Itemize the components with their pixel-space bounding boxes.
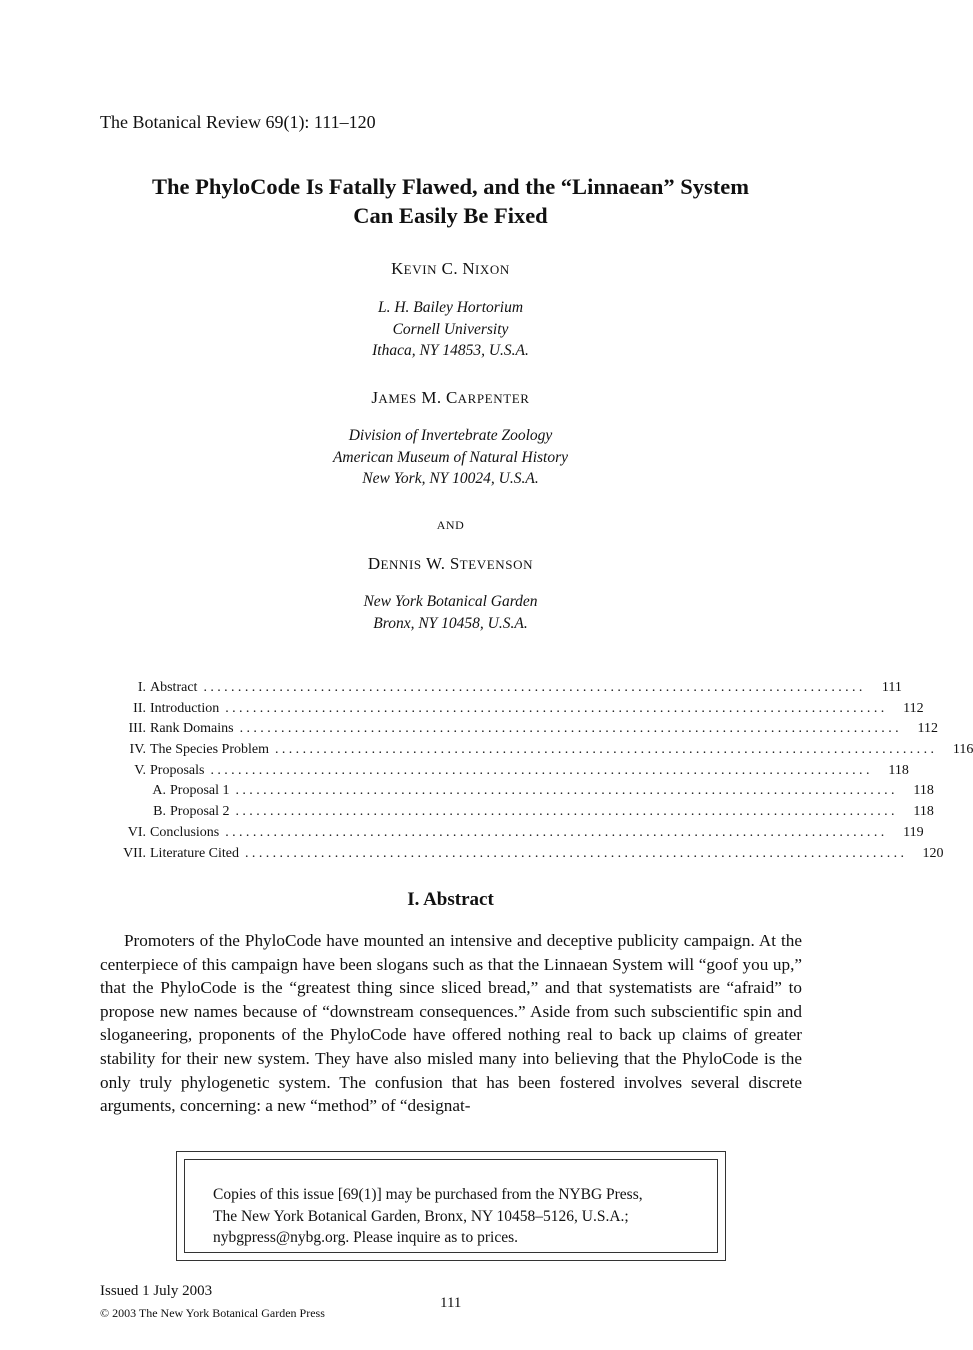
author-conjunction: AND — [436, 518, 465, 532]
purchase-notice-text: Copies of this issue [69(1)] may be purchased from the NYBG Press, The New York Botanical Garden, Bronx, NY 10458–5126, U.S.A.; nybgpress@nybg.org. Please inquire as to prices. — [213, 1186, 643, 1246]
purchase-notice-box — [176, 1151, 726, 1261]
article-title-line-2: Can Easily Be Fixed — [353, 203, 548, 228]
toc-entry[interactable]: I. Abstract ................................................................................................ 111 — [137, 680, 902, 695]
toc-entry[interactable]: II. Introduction ................................................................................................ 112 — [133, 700, 924, 716]
page-number: 111 — [440, 1295, 462, 1311]
article-title — [60, 172, 841, 230]
abstract-paragraph: Promoters of the PhyloCode have mounted an intensive and deceptive publicity campaign. At the centerpiece of this campaign have been slogans such as that the Linnaean System will “goof you up,” that the PhyloCode is the “greatest thing since sliced bread,” and that systematists are “afraid” to propose new names because of “downstream consequences.” Aside from such subscientific spin and sloganeering, proponents of the PhyloCode have offered nothing real to back up claims of greater stability for their new system. They have also misled many into believing that the PhyloCode is the only truly phylogenetic system. The confusion that has been fostered involves several discrete arguments, concerning: a new “method” of “designat- — [100, 931, 802, 1116]
author-affiliation-2: Division of Invertebrate Zoology American Museum of Natural History New York, NY 10024, U.S.A. — [332, 427, 569, 487]
journal-citation: The Botanical Review 69(1): 111–120 — [100, 112, 376, 132]
author-affiliation-1: L. H. Bailey Hortorium Cornell University Ithaca, NY 14853, U.S.A. — [372, 299, 529, 359]
section-heading-abstract: I. Abstract — [407, 889, 494, 910]
author-name-3: DENNIS W. STEVENSON — [367, 554, 534, 573]
author-name-2: JAMES M. CARPENTER — [371, 388, 530, 407]
toc-subentry[interactable]: B. Proposal 2 ................................................................................................ 118 — [153, 804, 934, 820]
toc-entry[interactable]: III. Rank Domains ................................................................................................ 112 — [128, 721, 939, 737]
author-affiliation-3: New York Botanical Garden Bronx, NY 10458, U.S.A. — [363, 593, 538, 632]
article-title-line-1: The PhyloCode Is Fatally Flawed, and the “Linnaean” System — [152, 174, 749, 199]
issue-date: Issued 1 July 2003 — [100, 1283, 213, 1299]
toc-entry[interactable]: VI. Conclusions ................................................................................................ 119 — [127, 824, 924, 840]
table-of-contents — [100, 678, 973, 864]
toc-entry[interactable]: VII. Literature Cited ................................................................................................ 120 — [123, 845, 944, 861]
purchase-notice-inner-frame — [184, 1159, 718, 1253]
author-name-1: KEVIN C. NIXON — [391, 259, 510, 278]
toc-entry[interactable]: IV. The Species Problem ................................................................................................ 116 — [129, 742, 973, 758]
toc-subentry[interactable]: A. Proposal 1 ................................................................................................ 118 — [152, 783, 934, 799]
copyright-notice: © 2003 The New York Botanical Garden Press — [100, 1306, 325, 1320]
toc-entry[interactable]: V. Proposals ................................................................................................ 118 — [134, 762, 909, 778]
